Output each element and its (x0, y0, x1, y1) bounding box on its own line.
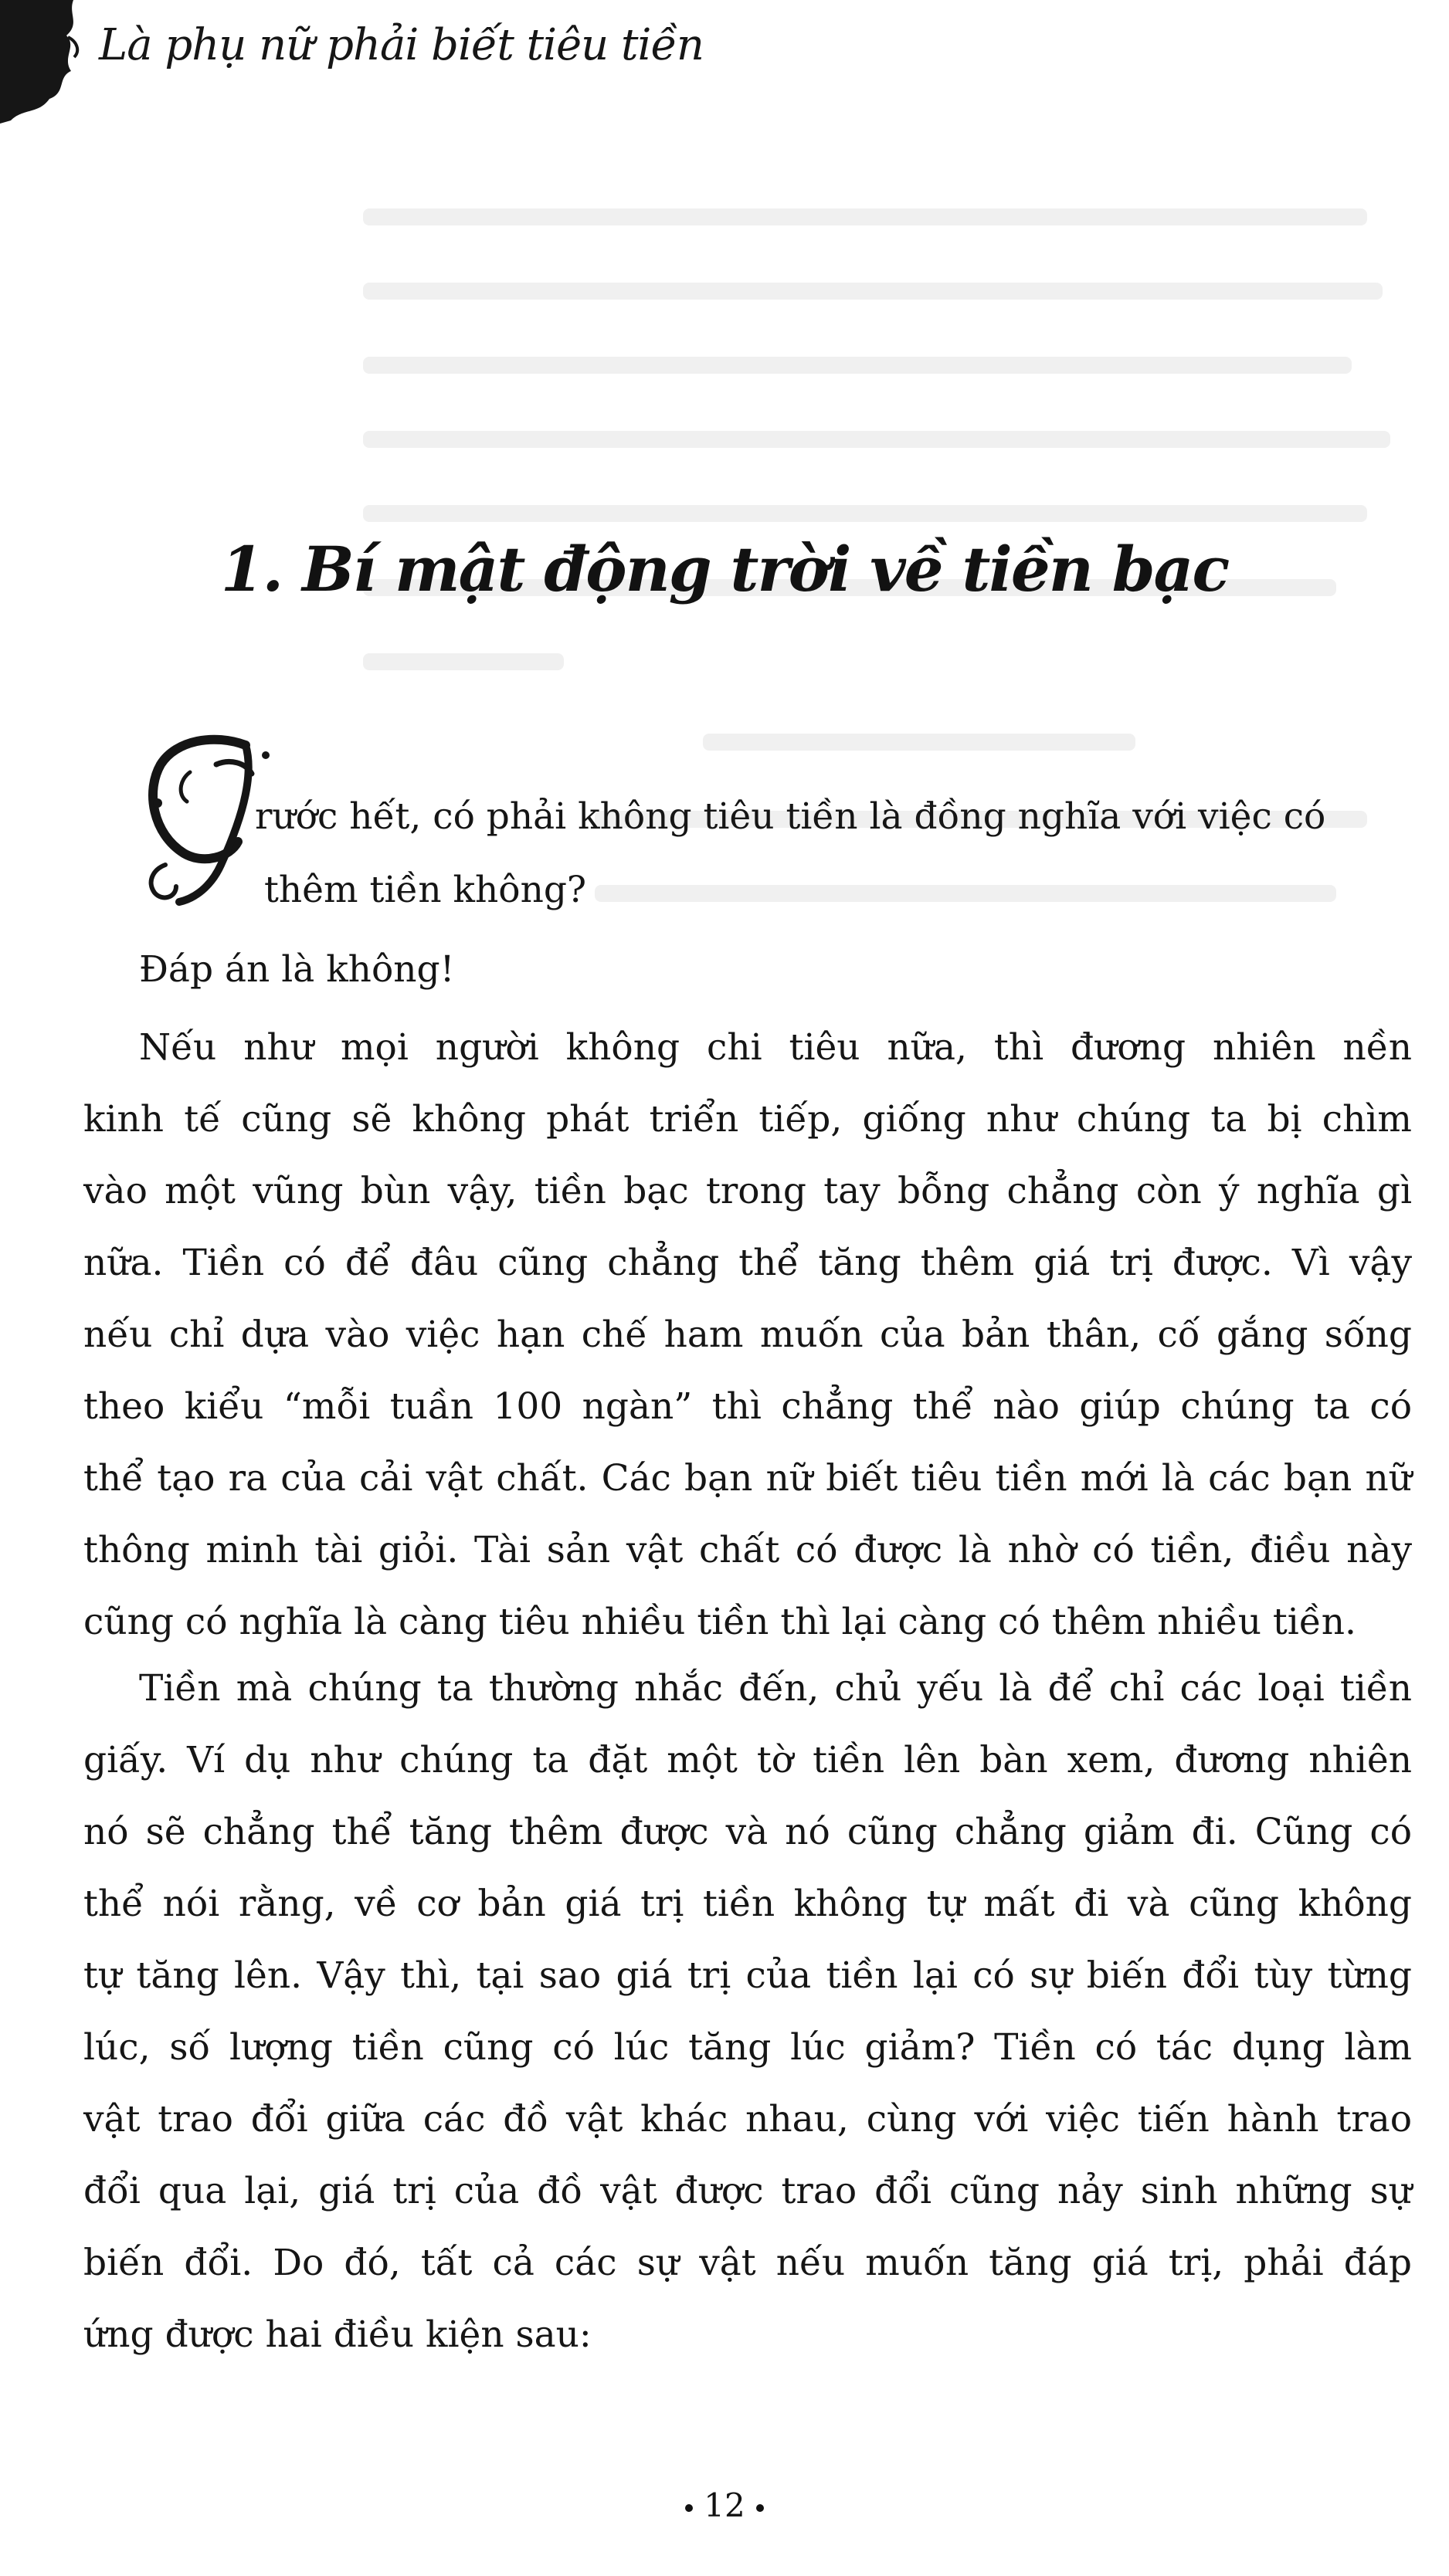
paragraph-line: tự tăng lên. Vậy thì, tại sao giá trị của tiền lại có sự biến đổi tùy từng (83, 1954, 1412, 1997)
page-number-label: 12 (704, 2486, 745, 2524)
running-head: Là phụ nữ phải biết tiêu tiền (99, 20, 704, 70)
bullet-icon (685, 2504, 693, 2512)
paragraph-line: cũng có nghĩa là càng tiêu nhiều tiền thì lại càng có thêm nhiều tiền. (83, 1601, 1356, 1643)
paragraph-line: thể tạo ra của cải vật chất. Các bạn nữ biết tiêu tiền mới là các bạn nữ (83, 1457, 1412, 1500)
paragraph-line: thông minh tài giỏi. Tài sản vật chất có được là nhờ có tiền, điều này (83, 1529, 1412, 1571)
paragraph-line: đổi qua lại, giá trị của đồ vật được trao đổi cũng nảy sinh những sự (83, 2170, 1412, 2212)
paragraph-1 (83, 1012, 1412, 1658)
paragraph-2 (83, 1652, 1412, 2371)
paragraph-line: vật trao đổi giữa các đồ vật khác nhau, cùng với việc tiến hành trao (83, 2098, 1412, 2140)
paragraph-line: nếu chỉ dựa vào việc hạn chế ham muốn của bản thân, cố gắng sống (83, 1313, 1412, 1356)
page-number (0, 2486, 1449, 2524)
paragraph-line: theo kiểu “mỗi tuần 100 ngàn” thì chẳng thể nào giúp chúng ta có (83, 1385, 1412, 1428)
paragraph-line: Tiền mà chúng ta thường nhắc đến, chủ yếu là để chỉ các loại tiền (139, 1667, 1412, 1710)
paragraph-line: nữa. Tiền có để đâu cũng chẳng thể tăng thêm giá trị được. Vì vậy (83, 1242, 1412, 1284)
opening-line-continued: thêm tiền không? (264, 869, 587, 911)
paragraph-line: biến đổi. Do đó, tất cả các sự vật nếu muốn tăng giá trị, phải đáp (83, 2242, 1412, 2284)
opening-line: rước hết, có phải không tiêu tiền là đồng nghĩa với việc có (255, 795, 1326, 838)
answer-line: Đáp án là không! (139, 948, 455, 991)
paragraph-line: lúc, số lượng tiền cũng có lúc tăng lúc giảm? Tiền có tác dụng làm (83, 2026, 1412, 2069)
paragraph-line: ứng được hai điều kiện sau: (83, 2313, 592, 2356)
paragraph-line: thể nói rằng, về cơ bản giá trị tiền không tự mất đi và cũng không (83, 1883, 1412, 1925)
drop-cap-letter: T (190, 830, 194, 836)
corner-ornament-icon (0, 0, 85, 124)
chapter-title: 1. Bí mật động trời về tiền bạc (220, 533, 1229, 605)
paragraph-line: vào một vũng bùn vậy, tiền bạc trong tay bỗng chẳng còn ý nghĩa gì (83, 1170, 1412, 1212)
paragraph-line: Nếu như mọi người không chi tiêu nữa, thì đương nhiên nền (139, 1026, 1412, 1069)
bullet-icon (756, 2504, 764, 2512)
paragraph-line: giấy. Ví dụ như chúng ta đặt một tờ tiền lên bàn xem, đương nhiên (83, 1739, 1412, 1781)
paragraph-line: nó sẽ chẳng thể tăng thêm được và nó cũng chẳng giảm đi. Cũng có (83, 1811, 1412, 1853)
paragraph-line: kinh tế cũng sẽ không phát triển tiếp, giống như chúng ta bị chìm (83, 1098, 1412, 1141)
